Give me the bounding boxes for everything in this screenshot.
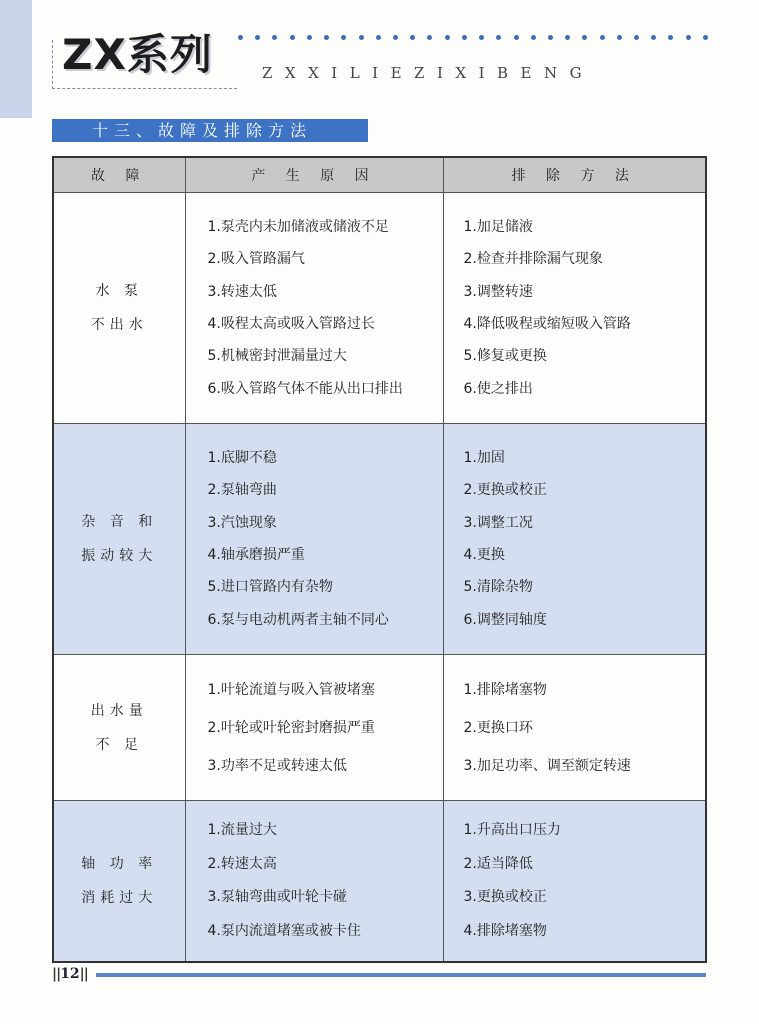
list-item: 6.使之排出 — [463, 380, 533, 397]
list-item: 3.更换或校正 — [463, 889, 547, 905]
list-item: 3.功率不足或转速太低 — [207, 757, 347, 774]
list-item: 4.更换 — [463, 547, 505, 563]
list-item: 5.修复或更换 — [463, 348, 547, 365]
header-cause: 产 生 原 因 — [185, 157, 443, 193]
list-item: 1.叶轮流道与吸入管被堵塞 — [207, 681, 375, 698]
list-item: 2.更换口环 — [463, 719, 533, 736]
section-title: 十三、故障及排除方法 — [52, 119, 368, 142]
header-remedy: 排 除 方 法 — [443, 157, 706, 193]
list-item: 3.加足功率、调至额定转速 — [463, 757, 631, 774]
list-item: 6.吸入管路气体不能从出口排出 — [207, 380, 403, 397]
list-item: 2.转速太高 — [207, 855, 277, 872]
table-row — [53, 193, 706, 424]
table-header-row — [53, 157, 706, 193]
list-item: 6.调整同轴度 — [463, 611, 547, 628]
list-item: 5.清除杂物 — [463, 579, 533, 596]
list-item: 3.调整工况 — [463, 514, 533, 531]
list-item: 3.调整转速 — [463, 283, 533, 300]
list-item: 5.机械密封泄漏量过大 — [207, 348, 347, 365]
list-item: 5.进口管路内有杂物 — [207, 579, 333, 596]
cause-cell — [185, 801, 443, 963]
list-item: 4.吸程太高或吸入管路过长 — [207, 316, 375, 332]
list-item: 3.汽蚀现象 — [207, 514, 277, 531]
cause-cell — [185, 655, 443, 801]
footer-rule — [96, 973, 706, 977]
table-row — [53, 801, 706, 963]
list-item: 1.加足储液 — [463, 218, 533, 235]
list-item: 2.检查并排除漏气现象 — [463, 251, 603, 268]
list-item: 4.轴承磨损严重 — [207, 547, 305, 563]
list-item: 2.更换或校正 — [463, 482, 547, 499]
list-item: 4.排除堵塞物 — [463, 922, 547, 939]
fault-cell: 杂 音 和 振动较大 — [53, 424, 185, 655]
remedy-cell — [443, 801, 706, 963]
remedy-cell — [443, 655, 706, 801]
list-item: 1.流量过大 — [207, 822, 277, 838]
cause-cell — [185, 424, 443, 655]
list-item: 3.泵轴弯曲或叶轮卡碰 — [207, 889, 347, 905]
series-logo: ZX系列 — [62, 30, 213, 79]
troubleshooting-table — [52, 156, 707, 963]
remedy-cell — [443, 424, 706, 655]
left-color-strip — [0, 0, 32, 118]
list-item: 1.加固 — [463, 449, 505, 466]
fault-cell: 轴 功 率 消耗过大 — [53, 801, 185, 963]
list-item: 1.底脚不稳 — [207, 449, 277, 466]
list-item: 1.排除堵塞物 — [463, 681, 547, 698]
table-row — [53, 424, 706, 655]
fault-cell: 水 泵 不出水 — [53, 193, 185, 424]
list-item: 2.吸入管路漏气 — [207, 251, 305, 268]
page-number: ||12|| — [52, 966, 88, 982]
list-item: 4.降低吸程或缩短吸入管路 — [463, 316, 631, 332]
cause-cell — [185, 193, 443, 424]
list-item: 1.升高出口压力 — [463, 822, 561, 838]
list-item: 2.叶轮或叶轮密封磨损严重 — [207, 719, 375, 736]
series-subtitle: ZXXILIEZIXIBENG — [262, 64, 595, 82]
list-item: 6.泵与电动机两者主轴不同心 — [207, 611, 389, 628]
list-item: 1.泵壳内未加储液或储液不足 — [207, 218, 389, 235]
list-item: 3.转速太低 — [207, 283, 277, 300]
table-row — [53, 655, 706, 801]
fault-cell: 出水量 不 足 — [53, 655, 185, 801]
list-item: 2.泵轴弯曲 — [207, 482, 277, 499]
list-item: 4.泵内流道堵塞或被卡住 — [207, 922, 361, 939]
decorative-dot-row — [238, 35, 708, 45]
header-fault: 故 障 — [53, 157, 185, 193]
remedy-cell — [443, 193, 706, 424]
list-item: 2.适当降低 — [463, 855, 533, 872]
